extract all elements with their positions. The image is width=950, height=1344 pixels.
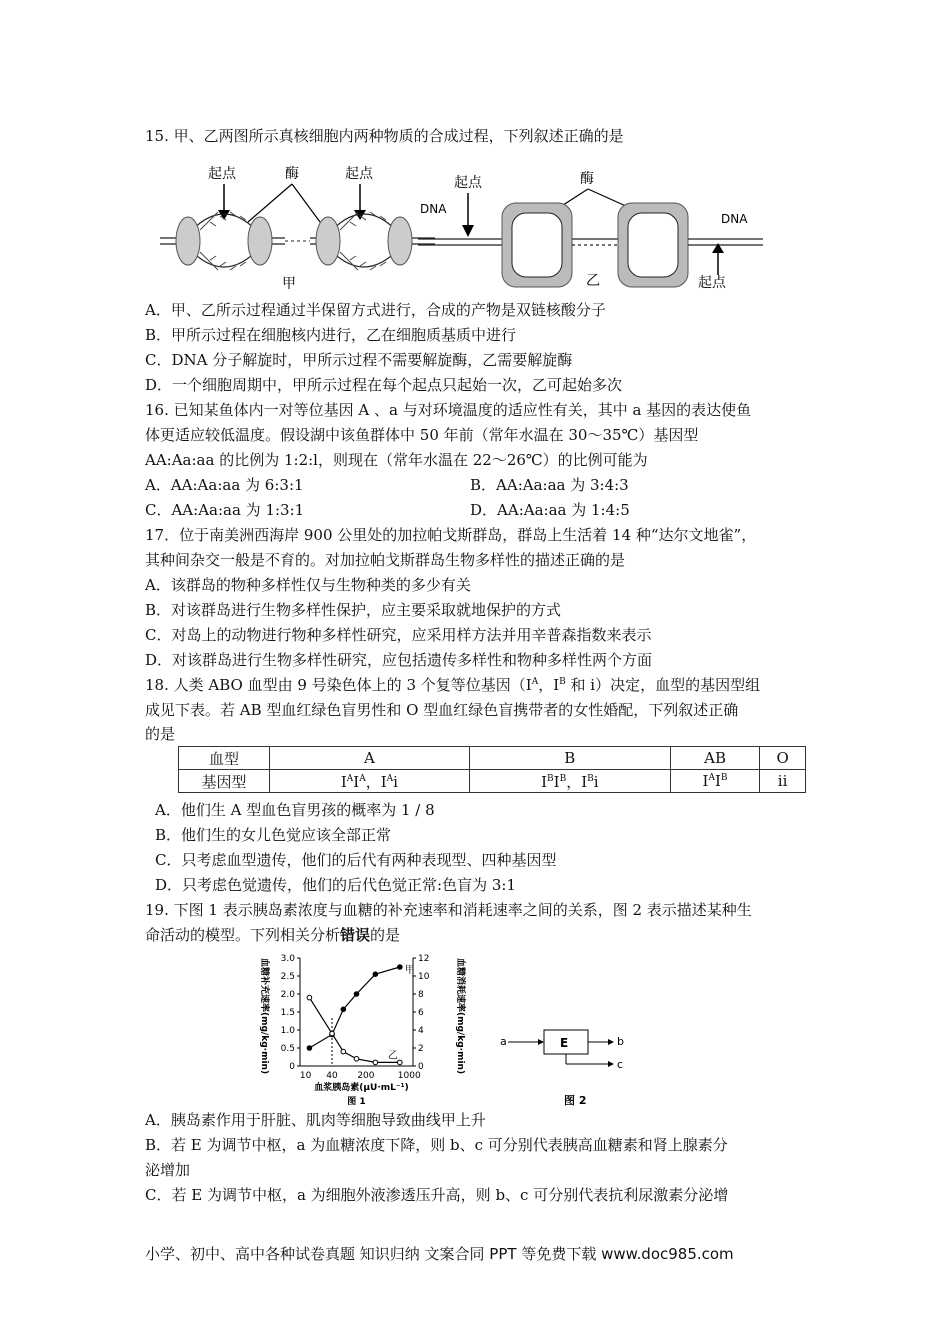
fig2-output-c: c <box>617 1058 624 1071</box>
series-label-乙: 乙 <box>387 1050 398 1062</box>
q16-line-3: AA:Aa:aa 的比例为 1:2:l，则现在（常年水温在 22～26℃）的比例可能为 <box>145 451 648 469</box>
y-left-tick-label: 2.5 <box>280 972 295 982</box>
data-point-甲 <box>373 972 378 977</box>
jia-origin-label-2: 起点 <box>345 166 373 182</box>
q15-option-a: A．甲、乙所示过程通过半保留方式进行，合成的产物是双链核酸分子 <box>145 301 606 319</box>
y-right-label: 血糖消耗速率(mg/kg·min) <box>455 958 465 1075</box>
q16-option-b: B．AA:Aa:aa 为 3:4:3 <box>470 476 629 494</box>
abo-genotype-table <box>178 746 806 793</box>
fig2-box-e: E <box>560 1036 569 1050</box>
q18-option-c: C．只考虑血型遗传，他们的后代有两种表现型、四种基因型 <box>155 851 557 869</box>
q18-option-b: B．他们生的女儿色觉应该全部正常 <box>155 826 392 844</box>
q17-option-a: A．该群岛的物种多样性仅与生物种类的多少有关 <box>145 576 471 594</box>
data-point-乙 <box>330 1031 335 1036</box>
data-point-甲 <box>354 992 359 997</box>
q18-line-1: 18. 人类 ABO 血型由 9 号染色体上的 3 个复等位基因（$I^A$，$I^B$ 和 i）决定，血型的基因型组 <box>145 676 761 694</box>
x-tick-label: 200 <box>357 1071 375 1081</box>
yi-dna-label-left: DNA <box>420 202 447 216</box>
q17-option-b: B．对该群岛进行生物多样性保护，应主要采取就地保护的方式 <box>145 601 562 619</box>
q17-option-c: C．对岛上的动物进行物种多样性研究，应采用样方法并用辛普森指数来表示 <box>145 626 652 644</box>
yi-enzyme-label: 酶 <box>580 171 594 187</box>
x-tick-label: 10 <box>299 1071 312 1081</box>
y-left-label: 血糖补充速率(mg/kg·min) <box>259 958 269 1075</box>
x-axis-label: 血浆胰岛素(μU·mL⁻¹) <box>314 1083 409 1093</box>
q19-line-2: 命活动的模型。下列相关分析错误的是 <box>145 926 401 944</box>
q16-option-d: D．AA:Aa:aa 为 1:4:5 <box>470 501 630 519</box>
q18-line-3: 的是 <box>145 725 176 743</box>
data-point-乙 <box>398 1060 403 1065</box>
q17-option-d: D．对该群岛进行生物多样性研究，应包括遗传多样性和物种多样性两个方面 <box>145 651 653 669</box>
q15-stem: 15. 甲、乙两图所示真核细胞内两种物质的合成过程，下列叙述正确的是 <box>145 127 624 145</box>
data-point-乙 <box>354 1057 359 1062</box>
data-point-甲 <box>307 1046 312 1051</box>
jia-origin-label-1: 起点 <box>208 166 236 182</box>
data-point-甲 <box>398 965 403 970</box>
q18-option-d: D．只考虑色觉遗传，他们的后代色觉正常:色盲为 3:1 <box>155 876 516 894</box>
y-left-tick-label: 3.0 <box>280 954 295 964</box>
chart-title: 图 1 <box>347 1097 366 1107</box>
q17-line-1: 17．位于南美洲西海岸 900 公里处的加拉帕戈斯群岛，群岛上生活着 14 种“达尔文地雀”， <box>145 526 757 544</box>
data-point-甲 <box>341 1007 346 1012</box>
figure-1-chart <box>248 948 473 1108</box>
y-left-tick-label: 2.0 <box>280 990 295 1000</box>
q19-line-1: 19. 下图 1 表示胰岛素浓度与血糖的补充速率和消耗速率之间的关系，图 2 表示描述某种生 <box>145 901 752 919</box>
q19-option-b-2: 泌增加 <box>145 1161 191 1179</box>
y-left-tick-label: 1.0 <box>280 1026 295 1036</box>
q16-option-c: C．AA:Aa:aa 为 1:3:1 <box>145 501 305 519</box>
y-right-tick-label: 8 <box>418 990 424 1000</box>
table-row: 血型 A B AB O <box>179 747 806 770</box>
y-left-tick-label: 1.5 <box>280 1008 295 1018</box>
table-row: 基因型 $I^AI^A$，$I^Ai$ $I^BI^B$，$I^Bi$ $I^AI^B$ ii <box>179 770 806 793</box>
y-right-tick-label: 10 <box>418 972 430 982</box>
y-right-tick-label: 12 <box>418 954 430 964</box>
y-right-tick-label: 4 <box>418 1026 424 1036</box>
q17-line-2: 其种间杂交一般是不育的。对加拉帕戈斯群岛生物多样性的描述正确的是 <box>145 551 626 569</box>
yi-dna-label-right: DNA <box>721 212 748 226</box>
y-right-tick-label: 0 <box>418 1062 424 1072</box>
figure-2-model <box>490 1020 630 1110</box>
q15-option-b: B．甲所示过程在细胞核内进行，乙在细胞质基质中进行 <box>145 326 517 344</box>
data-point-乙 <box>341 1049 346 1054</box>
q19-option-a: A．胰岛素作用于肝脏、肌肉等细胞导致曲线甲上升 <box>145 1111 486 1129</box>
fig2-caption: 图 2 <box>564 1094 587 1107</box>
series-label-甲: 甲 <box>404 965 415 976</box>
q16-option-a: A．AA:Aa:aa 为 6:3:1 <box>145 476 304 494</box>
q19-option-c: C．若 E 为调节中枢，a 为细胞外液渗透压升高，则 b、c 可分别代表抗利尿激素分泌增 <box>145 1186 729 1204</box>
yi-origin-label-top: 起点 <box>454 175 482 191</box>
x-tick-label: 40 <box>326 1071 338 1081</box>
q15-figure-yi <box>418 163 763 295</box>
q19-option-b-1: B．若 E 为调节中枢，a 为血糖浓度下降，则 b、c 可分别代表胰高血糖素和肾上腺素分 <box>145 1136 728 1154</box>
y-left-tick-label: 0.5 <box>280 1044 295 1054</box>
q16-line-2: 体更适应较低温度。假设湖中该鱼群体中 50 年前（常年水温在 30～35℃）基因型 <box>145 426 699 444</box>
q15-option-c: C．DNA 分子解旋时，甲所示过程不需要解旋酶，乙需要解旋酶 <box>145 351 573 369</box>
footer-ad[interactable]: 小学、初中、高中各种试卷真题 知识归纳 文案合同 PPT 等免费下载 www.doc985.com <box>145 1245 734 1263</box>
fig2-output-b: b <box>617 1035 624 1048</box>
fig2-input-a: a <box>500 1035 507 1048</box>
data-point-乙 <box>373 1060 378 1065</box>
y-left-tick-label: 0 <box>289 1062 295 1072</box>
yi-origin-label-bottom: 起点 <box>698 275 726 291</box>
jia-enzyme-label: 酶 <box>285 166 299 182</box>
q18-line-2: 成见下表。若 AB 型血红绿色盲男性和 O 型血红绿色盲携带者的女性婚配，下列叙述正确 <box>145 701 739 719</box>
q16-line-1: 16. 已知某鱼体内一对等位基因 A 、a 与对环境温度的适应性有关，其中 a 基因的表达使鱼 <box>145 401 752 419</box>
y-right-tick-label: 2 <box>418 1044 424 1054</box>
series-line-甲 <box>309 967 399 1048</box>
q15-option-d: D．一个细胞周期中，甲所示过程在每个起点只起始一次，乙可起始多次 <box>145 376 623 394</box>
series-line-乙 <box>309 998 399 1063</box>
q15-figure-jia <box>160 160 435 295</box>
jia-caption: 甲 <box>282 276 296 292</box>
yi-caption: 乙 <box>586 273 600 289</box>
q18-option-a: A．他们生 A 型血色盲男孩的概率为 1 / 8 <box>155 801 435 819</box>
y-right-tick-label: 6 <box>418 1008 424 1018</box>
x-tick-label: 1000 <box>397 1071 421 1081</box>
data-point-乙 <box>307 995 312 1000</box>
